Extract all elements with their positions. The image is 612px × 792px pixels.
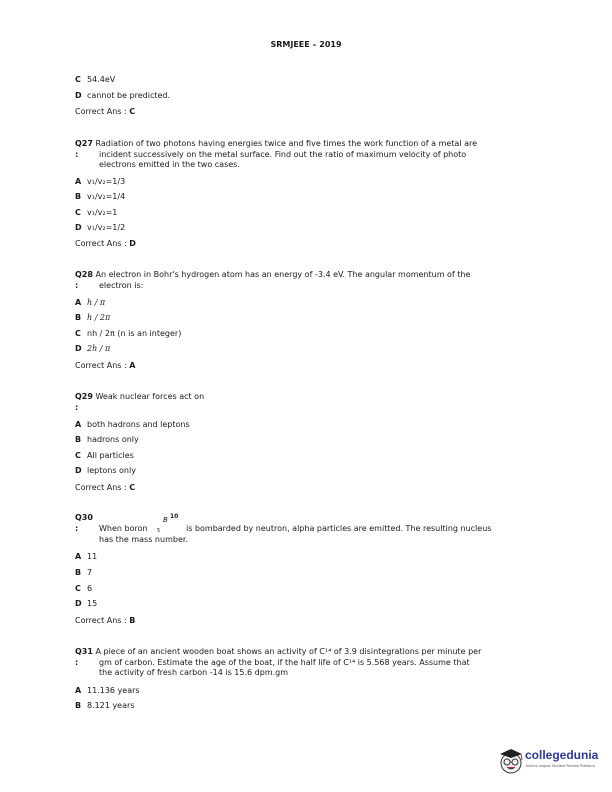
option-c: C 6 (75, 584, 93, 593)
logo-wordmark: collegedunia (525, 748, 599, 762)
question-colon: : (75, 524, 79, 533)
correct-answer: Correct Ans : C (75, 483, 136, 492)
option-b: B h / 2π (75, 313, 111, 322)
question-text-line: electrons emitted in the two cases. (99, 160, 240, 169)
option-a: A v₁/v₂=1/3 (75, 177, 126, 186)
option-b: B hadrons only (75, 435, 139, 444)
option-d: D cannot be predicted. (75, 91, 171, 100)
option-a: A 11 (75, 552, 98, 561)
option-b: B 8.121 years (75, 701, 135, 710)
question-text-line: electron is: (99, 281, 144, 290)
correct-answer: Correct Ans : D (75, 239, 136, 248)
option-c: C All particles (75, 451, 134, 460)
option-c: C 54.4eV (75, 75, 116, 84)
correct-answer: Correct Ans : C (75, 107, 136, 116)
collegedunia-logo (497, 747, 607, 777)
option-b: B 7 (75, 568, 93, 577)
question-colon: : (75, 150, 79, 159)
mascot-icon (497, 747, 525, 775)
option-d: D v₁/v₂=1/2 (75, 223, 126, 232)
question-colon: : (75, 281, 79, 290)
question-text-line: gm of carbon. Estimate the age of the boat, if the half life of C¹⁴ is 5.568 years. Assume that (99, 658, 470, 667)
option-c: C nh / 2π (n is an integer) (75, 329, 182, 338)
option-a: A both hadrons and leptons (75, 420, 190, 429)
boron-symbol: B (163, 516, 168, 524)
question-text-pre: When boron (99, 524, 148, 533)
question-text-line: incident successively on the metal surface. Find out the ratio of maximum velocity of photo (99, 150, 467, 159)
page-header-title: SRMJEEE – 2019 (270, 40, 342, 49)
option-d: D 2h / π (75, 344, 111, 353)
option-d: D 15 (75, 599, 98, 608)
question-30: Q30 (75, 513, 93, 522)
question-28: Q28 An electron in Bohr's hydrogen atom has an energy of -3.4 eV. The angular momentum of the (75, 270, 471, 279)
option-a: A h / π (75, 298, 106, 307)
logo-tagline: India's largest Student Review Platform (526, 764, 595, 768)
question-colon: : (75, 658, 79, 667)
question-colon: : (75, 403, 79, 412)
option-b: B v₁/v₂=1/4 (75, 192, 126, 201)
question-text-line: has the mass number. (99, 535, 188, 544)
question-text-line: the activity of fresh carbon -14 is 15.6 dpm.gm (99, 668, 289, 677)
question-text-post: is bombarded by neutron, alpha particles are emitted. The resulting nucleus (186, 524, 492, 533)
question-31: Q31 A piece of an ancient wooden boat shows an activity of C¹⁴ of 3.9 disintegrations per minute per (75, 647, 482, 656)
question-27: Q27 Radiation of two photons having energies twice and five times the work function of a metal are (75, 139, 478, 148)
option-a: A 11.136 years (75, 686, 140, 695)
boron-mass-number: 10 (170, 513, 179, 520)
option-d: D leptons only (75, 466, 136, 475)
option-c: C v₁/v₂=1 (75, 208, 118, 217)
correct-answer: Correct Ans : B (75, 616, 136, 625)
question-29: Q29 Weak nuclear forces act on (75, 392, 205, 401)
correct-answer: Correct Ans : A (75, 361, 136, 370)
boron-atomic-number: 5 (157, 528, 161, 534)
